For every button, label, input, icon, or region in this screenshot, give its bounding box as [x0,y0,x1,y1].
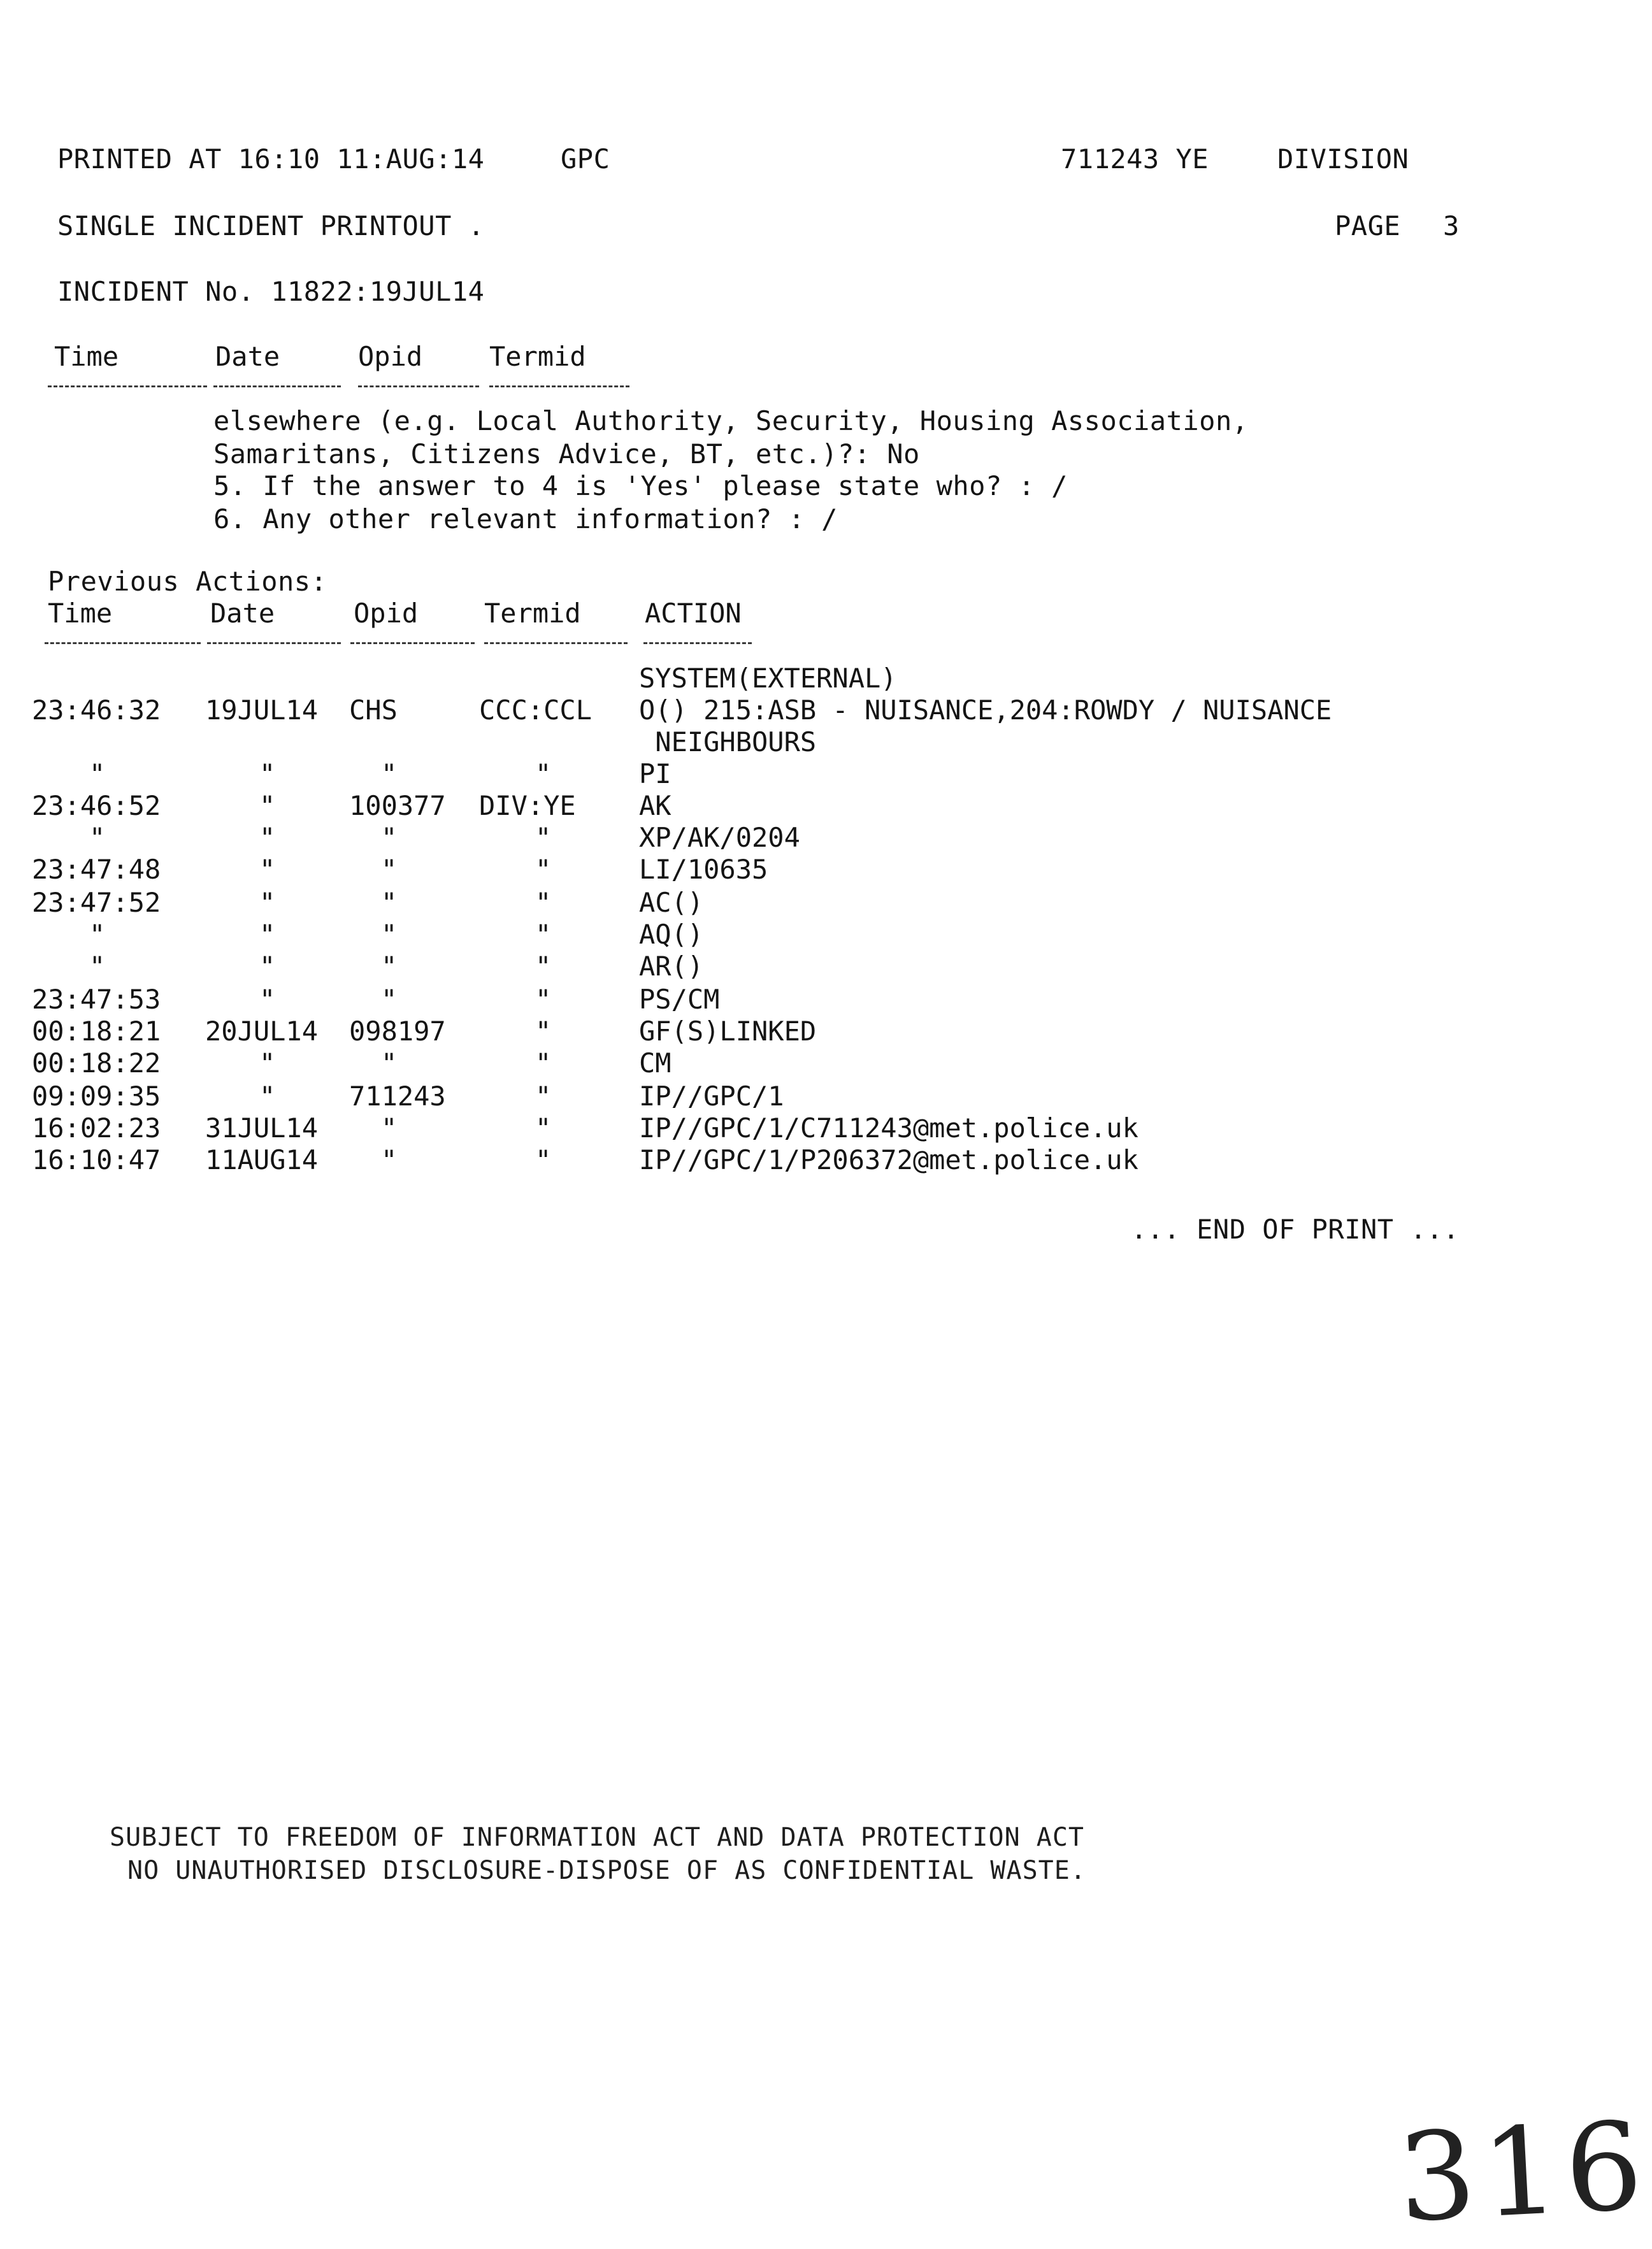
action-row-action: AQ() [639,919,704,950]
action-row-time: 00:18:22 [32,1047,161,1079]
action-row-date: 20JUL14 [205,1016,319,1047]
action-row-date: " [259,887,276,918]
action-row-opid: 100377 [349,790,446,821]
end-of-print: ... END OF PRINT ... [1131,1214,1460,1245]
footer-line-1: SUBJECT TO FREEDOM OF INFORMATION ACT AND DATA PROTECTION ACT [110,1823,1085,1852]
action-row-opid: " [381,887,398,918]
action-row-date: " [259,984,276,1015]
action-row-termid: " [535,1016,552,1047]
action-row-time: " [89,919,106,950]
pa-header-time: Time [48,598,113,629]
action-row-time: " [89,951,106,982]
header-underline-termid [489,385,629,387]
continuation-line-2: Samaritans, Citizens Advice, BT, etc.)?: No [213,438,920,470]
action-row-action: SYSTEM(EXTERNAL) [639,663,897,694]
col-header-termid: Termid [489,341,586,372]
continuation-line-3: 5. If the answer to 4 is 'Yes' please state who? : / [213,470,1068,501]
action-row-action: XP/AK/0204 [639,822,800,853]
action-row-action: NEIGHBOURS [639,726,817,758]
col-header-opid: Opid [358,341,423,372]
action-row-action: IP//GPC/1/C711243@met.police.uk [639,1112,1138,1144]
action-row-date: " [259,919,276,950]
system-code: GPC [561,143,610,175]
action-row-action: CM [639,1047,672,1079]
action-row-date: " [259,822,276,853]
pa-header-termid: Termid [484,598,581,629]
action-row-termid: " [535,758,552,789]
action-row-date: " [259,854,276,885]
col-header-date: Date [215,341,280,372]
action-row-time: 00:18:21 [32,1016,161,1047]
action-row-action: O() 215:ASB - NUISANCE,204:ROWDY / NUISANCE [639,694,1332,726]
action-row-opid: 098197 [349,1016,446,1047]
continuation-line-4: 6. Any other relevant information? : / [213,503,838,535]
action-row-time: 23:46:52 [32,790,161,821]
continuation-line-1: elsewhere (e.g. Local Authority, Security, Housing Association, [213,405,1249,436]
action-row-termid: " [535,887,552,918]
action-row-action: PI [639,758,672,789]
action-row-date: 11AUG14 [205,1144,319,1175]
action-row-date: 31JUL14 [205,1112,319,1144]
action-row-action: AR() [639,951,704,982]
action-row-time: 23:47:48 [32,854,161,885]
action-row-date: " [259,1081,276,1112]
action-row-time: 16:10:47 [32,1144,161,1175]
action-row-time: 23:47:52 [32,887,161,918]
action-row-termid: " [535,1112,552,1144]
action-row-termid: " [535,951,552,982]
printed-at: PRINTED AT 16:10 11:AUG:14 [57,143,485,175]
action-row-termid: DIV:YE [479,790,576,821]
action-row-date: 19JUL14 [205,694,319,726]
pa-header-opid: Opid [354,598,419,629]
action-row-time: 23:46:32 [32,694,161,726]
pa-underline-termid [484,642,628,644]
action-row-termid: " [535,854,552,885]
header-underline-date [213,385,341,387]
action-row-termid: " [535,919,552,950]
action-row-time: 09:09:35 [32,1081,161,1112]
action-row-opid: " [381,1112,398,1144]
action-row-action: AK [639,790,672,821]
division-label: DIVISION [1277,143,1409,175]
action-row-termid: CCC:CCL [479,694,593,726]
action-row-opid: " [381,1047,398,1079]
action-row-opid: " [381,984,398,1015]
action-row-opid: " [381,1144,398,1175]
action-row-opid: " [381,854,398,885]
footer-line-2: NO UNAUTHORISED DISCLOSURE-DISPOSE OF AS CONFIDENTIAL WASTE. [127,1856,1086,1885]
action-row-termid: " [535,984,552,1015]
action-row-time: 23:47:53 [32,984,161,1015]
col-header-time: Time [54,341,119,372]
page-label: PAGE [1335,210,1401,241]
action-row-opid: " [381,758,398,789]
action-row-action: IP//GPC/1 [639,1081,784,1112]
action-row-time: 16:02:23 [32,1112,161,1144]
action-row-action: IP//GPC/1/P206372@met.police.uk [639,1144,1138,1175]
action-row-date: " [259,758,276,789]
page-number: 3 [1443,210,1460,241]
action-row-date: " [259,1047,276,1079]
action-row-action: PS/CM [639,984,720,1015]
incident-number: INCIDENT No. 11822:19JUL14 [57,276,485,307]
action-row-termid: " [535,1081,552,1112]
action-row-time: " [89,758,106,789]
header-underline-time [48,385,207,387]
pa-underline-opid [350,642,475,644]
action-row-action: AC() [639,887,704,918]
previous-actions-title: Previous Actions: [48,566,327,597]
printout-title: SINGLE INCIDENT PRINTOUT . [57,210,485,241]
action-row-action: GF(S)LINKED [639,1016,817,1047]
action-row-opid: CHS [349,694,398,726]
action-row-date: " [259,790,276,821]
operator-division: 711243 YE [1061,143,1209,175]
action-row-opid: " [381,822,398,853]
pa-underline-action [643,642,752,644]
pa-header-action: ACTION [645,598,742,629]
handwritten-page-number: 316 [1395,2095,1652,2249]
header-underline-opid [358,385,479,387]
action-row-opid: " [381,951,398,982]
action-row-opid: " [381,919,398,950]
pa-header-date: Date [210,598,275,629]
action-row-action: LI/10635 [639,854,768,885]
action-row-termid: " [535,1047,552,1079]
action-row-opid: 711243 [349,1081,446,1112]
action-row-time: " [89,822,106,853]
action-row-date: " [259,951,276,982]
action-row-termid: " [535,1144,552,1175]
pa-underline-time [45,642,201,644]
action-row-termid: " [535,822,552,853]
pa-underline-date [207,642,341,644]
